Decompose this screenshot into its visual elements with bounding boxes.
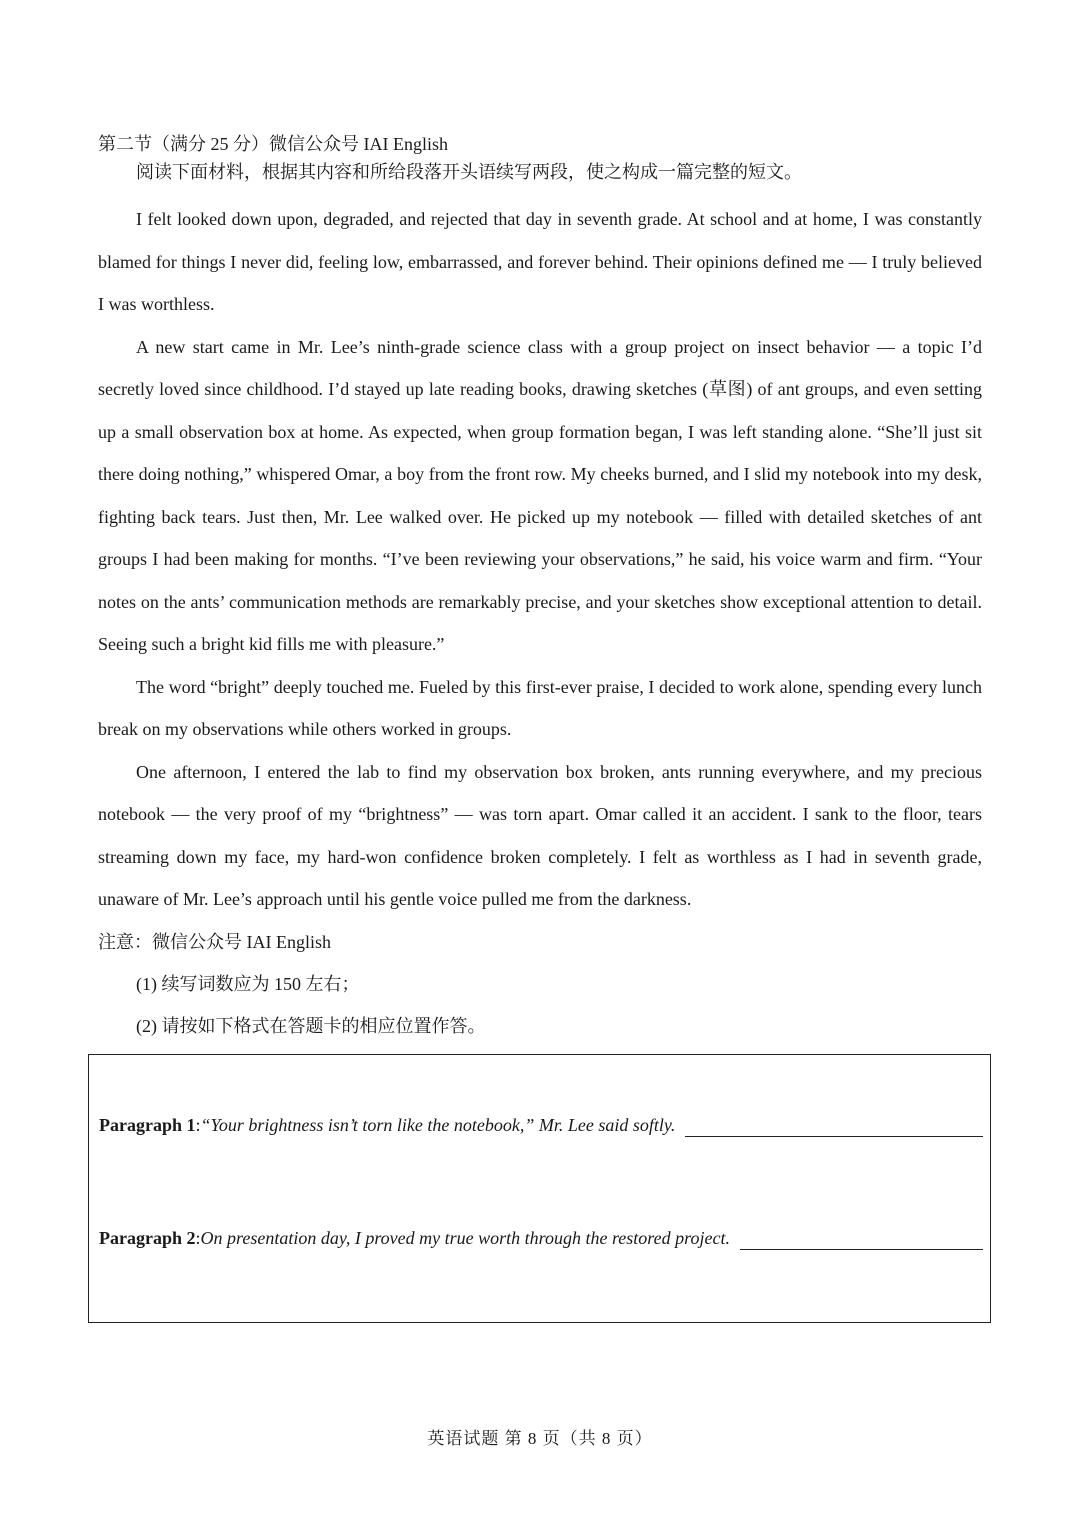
- note-item: (2) 请按如下格式在答题卡的相应位置作答。: [136, 1015, 486, 1036]
- paragraph-1-prompt: [99, 1113, 983, 1137]
- paragraph-1-label: Paragraph 1: [99, 1115, 196, 1135]
- exam-page: [98, 130, 982, 1047]
- notes-title: 注意：微信公众号 IAI English: [98, 931, 331, 952]
- instruction: 阅读下面材料，根据其内容和所给段落开头语续写两段，使之构成一篇完整的短文。: [136, 162, 802, 182]
- paragraph-1-separator: :: [195, 1115, 201, 1135]
- page-footer: 英语试题 第 8 页（共 8 页）: [427, 1429, 653, 1448]
- paragraph-2-separator: :: [195, 1228, 201, 1248]
- story-paragraph: A new start came in Mr. Lee’s ninth-grade science class with a group project on insect behavior — a topic I’d secretly loved since childhood. I’d stayed up late reading books, drawing sketches (草图) of ant groups, and even setting up a small observation box at home. As expected, when group formation began, I was left standing alone. “She’ll just sit there doing nothing,” whispered Omar, a boy from the front row. My cheeks burned, and I slid my notebook into my desk, fighting back tears. Just then, Mr. Lee walked over. He picked up my notebook — filled with detailed sketches of ant groups I had been making for months. “I’ve been reviewing your observations,” he said, his voice warm and firm. “Your notes on the ants’ communication methods are remarkably precise, and your sketches show exceptional attention to detail. Seeing such a bright kid fills me with pleasure.”: [98, 336, 982, 654]
- section-title: 第二节（满分 25 分）微信公众号 IAI English: [98, 134, 448, 154]
- paragraph-2-prompt: [99, 1226, 983, 1250]
- paragraph-2-label: Paragraph 2: [99, 1228, 196, 1248]
- story-paragraph: I felt looked down upon, degraded, and rejected that day in seventh grade. At school and at home, I was constantly blamed for things I never did, feeling low, embarrassed, and forever behind. Their opinions defined me — I truly believed I was worthless.: [98, 209, 982, 314]
- answer-box: [88, 1054, 991, 1323]
- paragraph-1-opening: “Your brightness isn’t torn like the notebook,” Mr. Lee said softly.: [200, 1115, 676, 1135]
- note-item: (1) 续写词数应为 150 左右；: [136, 973, 360, 994]
- paragraph-2-blank-line[interactable]: [740, 1231, 983, 1250]
- paragraph-1-blank-line[interactable]: [685, 1118, 983, 1137]
- story-paragraph: The word “bright” deeply touched me. Fueled by this first-ever praise, I decided to work alone, spending every lunch break on my observations while others worked in groups.: [98, 676, 982, 739]
- paragraph-2-opening: On presentation day, I proved my true worth through the restored project.: [200, 1228, 730, 1248]
- story-paragraph: One afternoon, I entered the lab to find my observation box broken, ants running everywhere, and my precious notebook — the very proof of my “brightness” — was torn apart. Omar called it an accident. I sank to the floor, tears streaming down my face, my hard-won confidence broken completely. I felt as worthless as I had in seventh grade, unaware of Mr. Lee’s approach until his gentle voice pulled me from the darkness.: [98, 761, 982, 909]
